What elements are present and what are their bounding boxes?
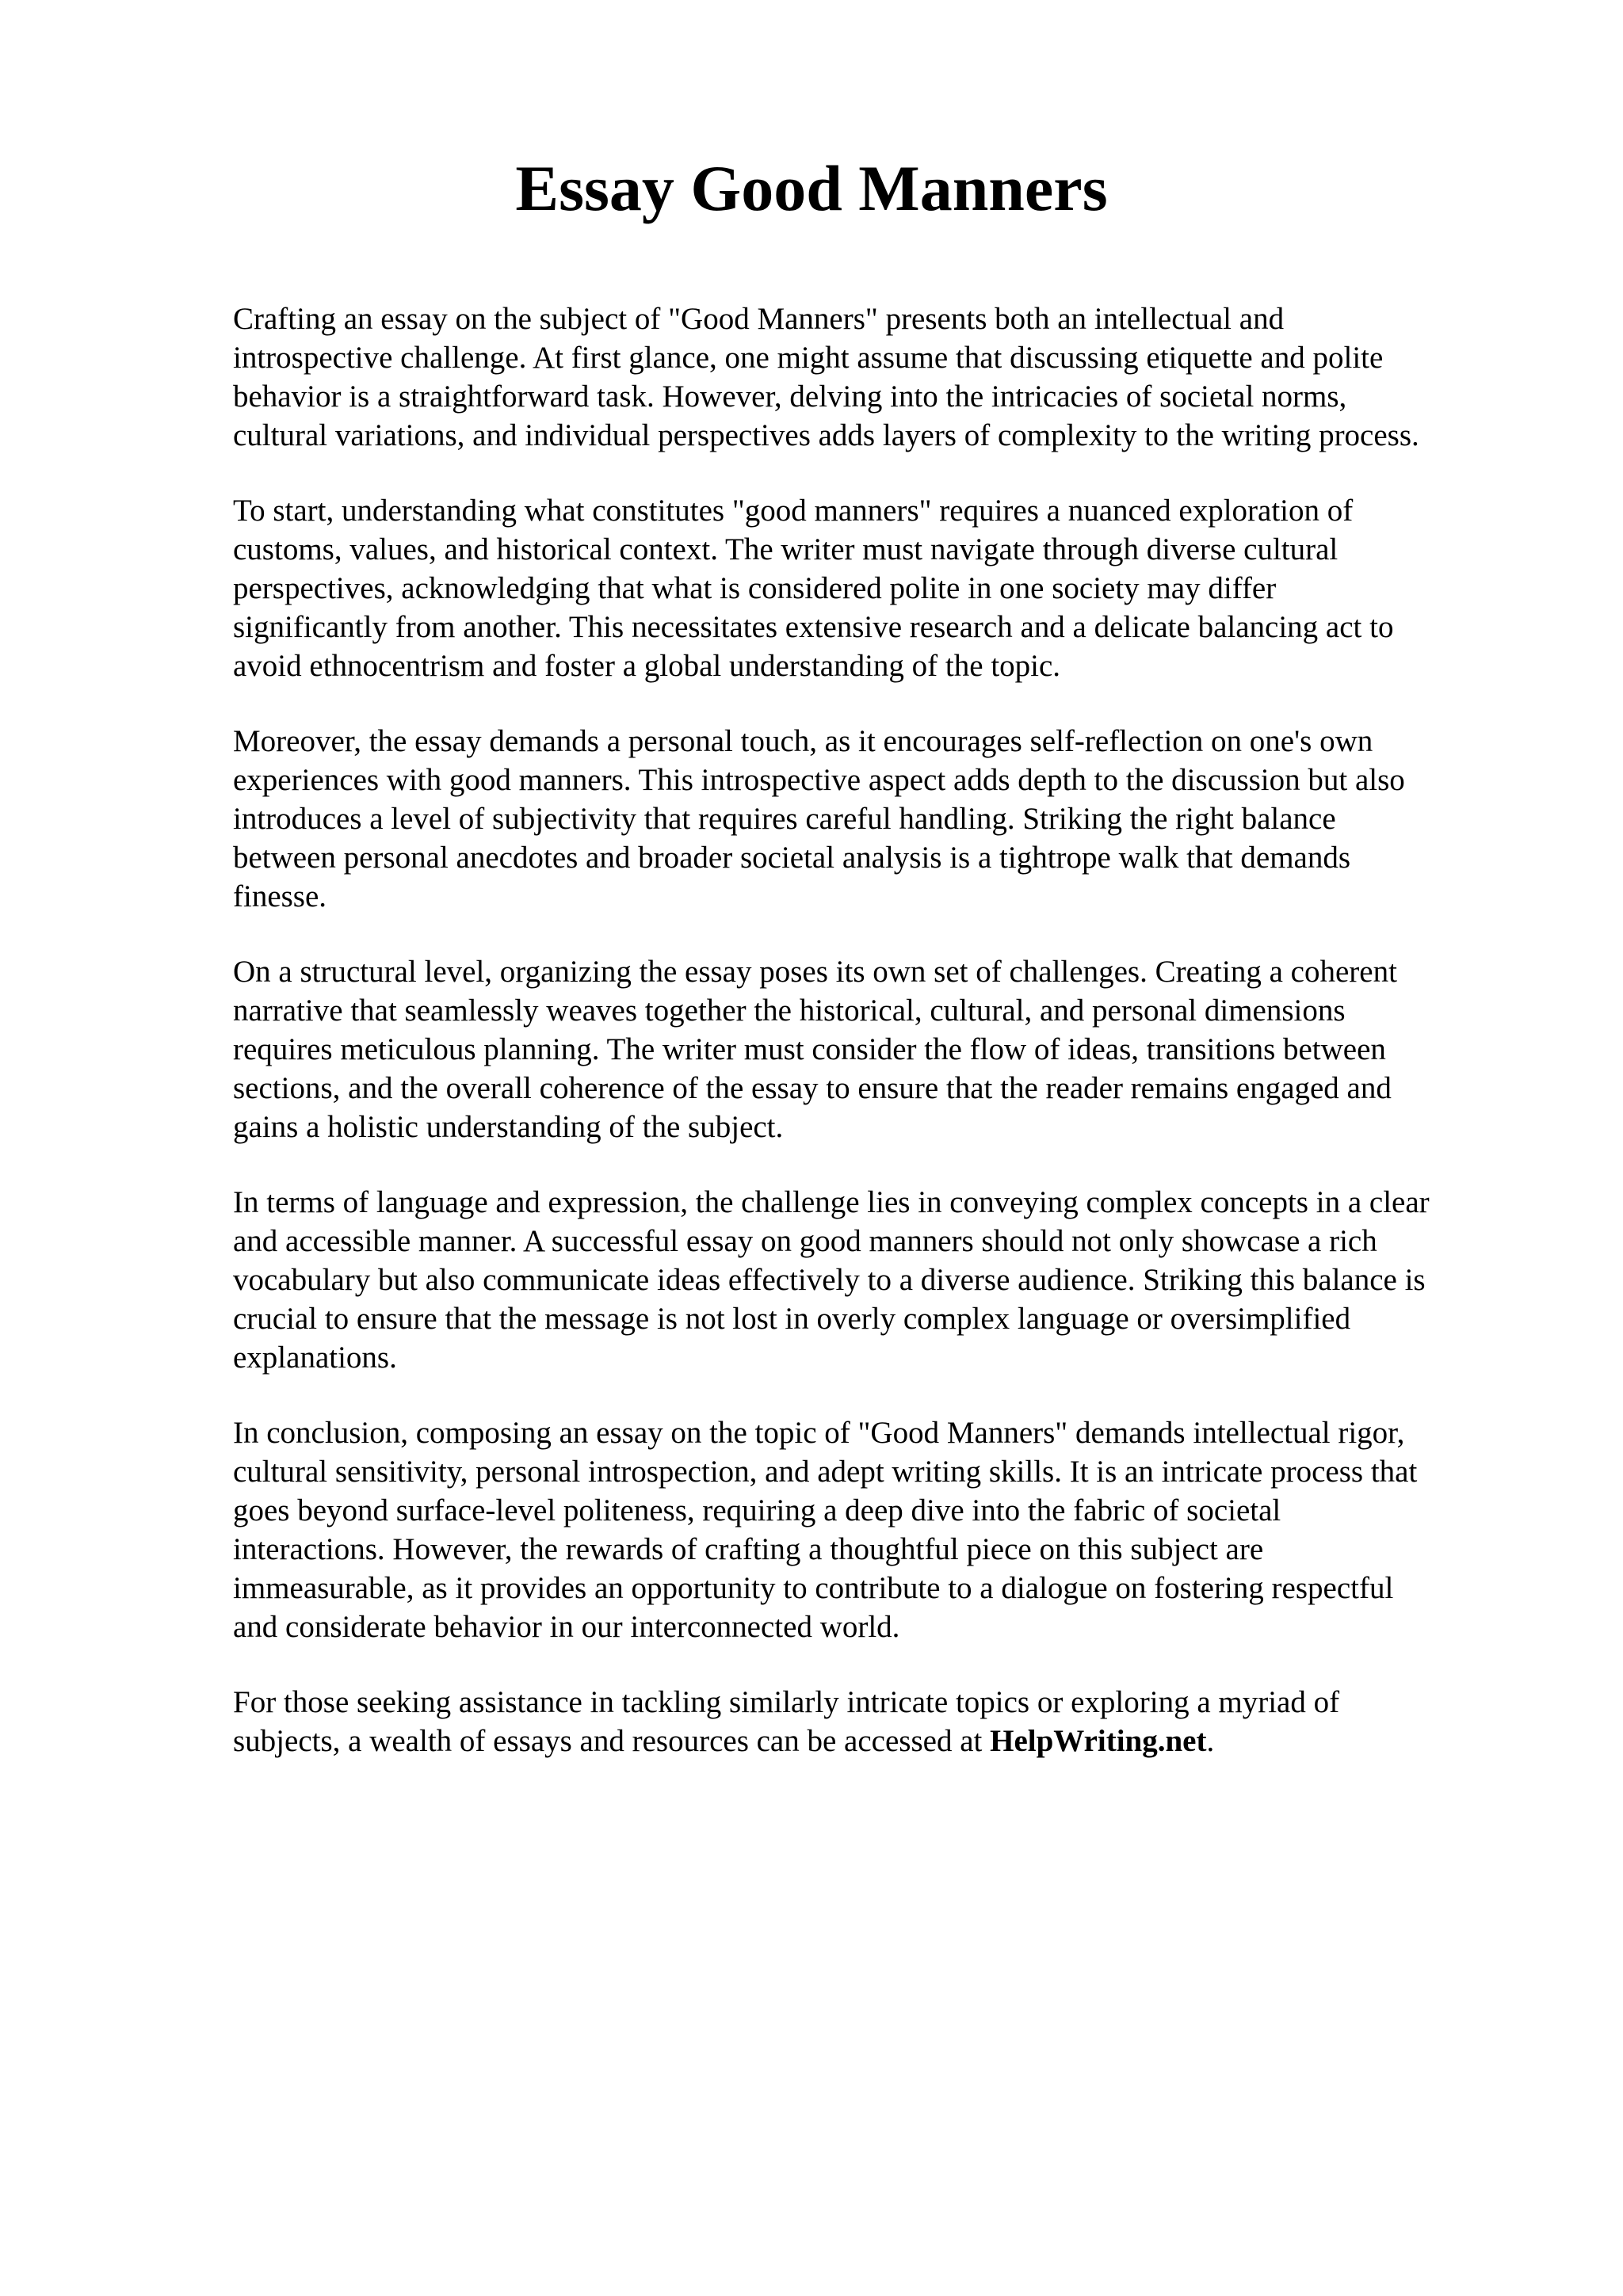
text-line: In terms of language and expression, the challenge lies in conveying complex concepts in a clear bbox=[233, 1185, 1430, 1219]
text-line: behavior is a straightforward task. However, delving into the intricacies of societal norms, bbox=[233, 379, 1347, 414]
closing-paragraph bbox=[233, 1683, 1517, 1760]
paragraph-1 bbox=[233, 299, 1517, 455]
text-line: introspective challenge. At first glance, one might assume that discussing etiquette and polite bbox=[233, 341, 1384, 375]
text-line: On a structural level, organizing the essay poses its own set of challenges. Creating a coherent bbox=[233, 955, 1397, 989]
text-line: introduces a level of subjectivity that requires careful handling. Striking the right balance bbox=[233, 802, 1336, 836]
text-line: Moreover, the essay demands a personal touch, as it encourages self-reflection on one's own bbox=[233, 724, 1373, 758]
text-line: finesse. bbox=[233, 879, 327, 913]
text-line: gains a holistic understanding of the subject. bbox=[233, 1110, 784, 1144]
page-title: Essay Good Manners bbox=[515, 152, 1108, 224]
text-line: cultural sensitivity, personal introspection, and adept writing skills. It is an intricate process that bbox=[233, 1455, 1418, 1489]
text-line: crucial to ensure that the message is not lost in overly complex language or oversimplified bbox=[233, 1302, 1351, 1336]
text-line: For those seeking assistance in tackling similarly intricate topics or exploring a myriad of bbox=[233, 1685, 1340, 1719]
paragraph-4 bbox=[233, 952, 1517, 1146]
text-line: experiences with good manners. This introspective aspect adds depth to the discussion but also bbox=[233, 763, 1405, 797]
text-line: significantly from another. This necessitates extensive research and a delicate balancing act to bbox=[233, 610, 1394, 644]
text-line bbox=[233, 1722, 1517, 1760]
paragraph-6 bbox=[233, 1413, 1517, 1646]
text-line: requires meticulous planning. The writer must consider the flow of ideas, transitions between bbox=[233, 1032, 1386, 1066]
text-line: To start, understanding what constitutes "good manners" requires a nuanced exploration of bbox=[233, 494, 1354, 528]
helpwriting-link[interactable]: HelpWriting.net bbox=[990, 1724, 1207, 1758]
paragraph-5 bbox=[233, 1183, 1517, 1377]
closing-period: . bbox=[1206, 1724, 1215, 1758]
text-line: customs, values, and historical context. The writer must navigate through diverse cultural bbox=[233, 532, 1338, 566]
text-line: and considerate behavior in our interconnected world. bbox=[233, 1610, 900, 1644]
text-line: between personal anecdotes and broader societal analysis is a tightrope walk that demands bbox=[233, 841, 1351, 875]
text-line: perspectives, acknowledging that what is considered polite in one society may differ bbox=[233, 571, 1277, 605]
text-line: and accessible manner. A successful essay on good manners should not only showcase a rich bbox=[233, 1224, 1377, 1258]
text-line: In conclusion, composing an essay on the topic of "Good Manners" demands intellectual rigor, bbox=[233, 1416, 1405, 1450]
text-line: cultural variations, and individual perspectives adds layers of complexity to the writing process. bbox=[233, 418, 1419, 452]
closing-text: subjects, a wealth of essays and resources can be accessed at bbox=[233, 1724, 991, 1758]
paragraph-3 bbox=[233, 722, 1517, 916]
paragraph-2 bbox=[233, 491, 1517, 685]
text-line: vocabulary but also communicate ideas effectively to a diverse audience. Striking this balance is bbox=[233, 1263, 1426, 1297]
text-line: explanations. bbox=[233, 1341, 397, 1375]
text-line: immeasurable, as it provides an opportunity to contribute to a dialogue on fostering respectful bbox=[233, 1571, 1394, 1605]
text-line: goes beyond surface-level politeness, requiring a deep dive into the fabric of societal bbox=[233, 1493, 1281, 1527]
essay-body bbox=[233, 299, 1517, 1797]
text-line: avoid ethnocentrism and foster a global understanding of the topic. bbox=[233, 649, 1061, 683]
text-line: interactions. However, the rewards of crafting a thoughtful piece on this subject are bbox=[233, 1532, 1264, 1566]
text-line: Crafting an essay on the subject of "Good Manners" presents both an intellectual and bbox=[233, 302, 1285, 336]
text-line: sections, and the overall coherence of the essay to ensure that the reader remains engaged and bbox=[233, 1071, 1392, 1105]
text-line: narrative that seamlessly weaves together the historical, cultural, and personal dimensions bbox=[233, 994, 1346, 1028]
